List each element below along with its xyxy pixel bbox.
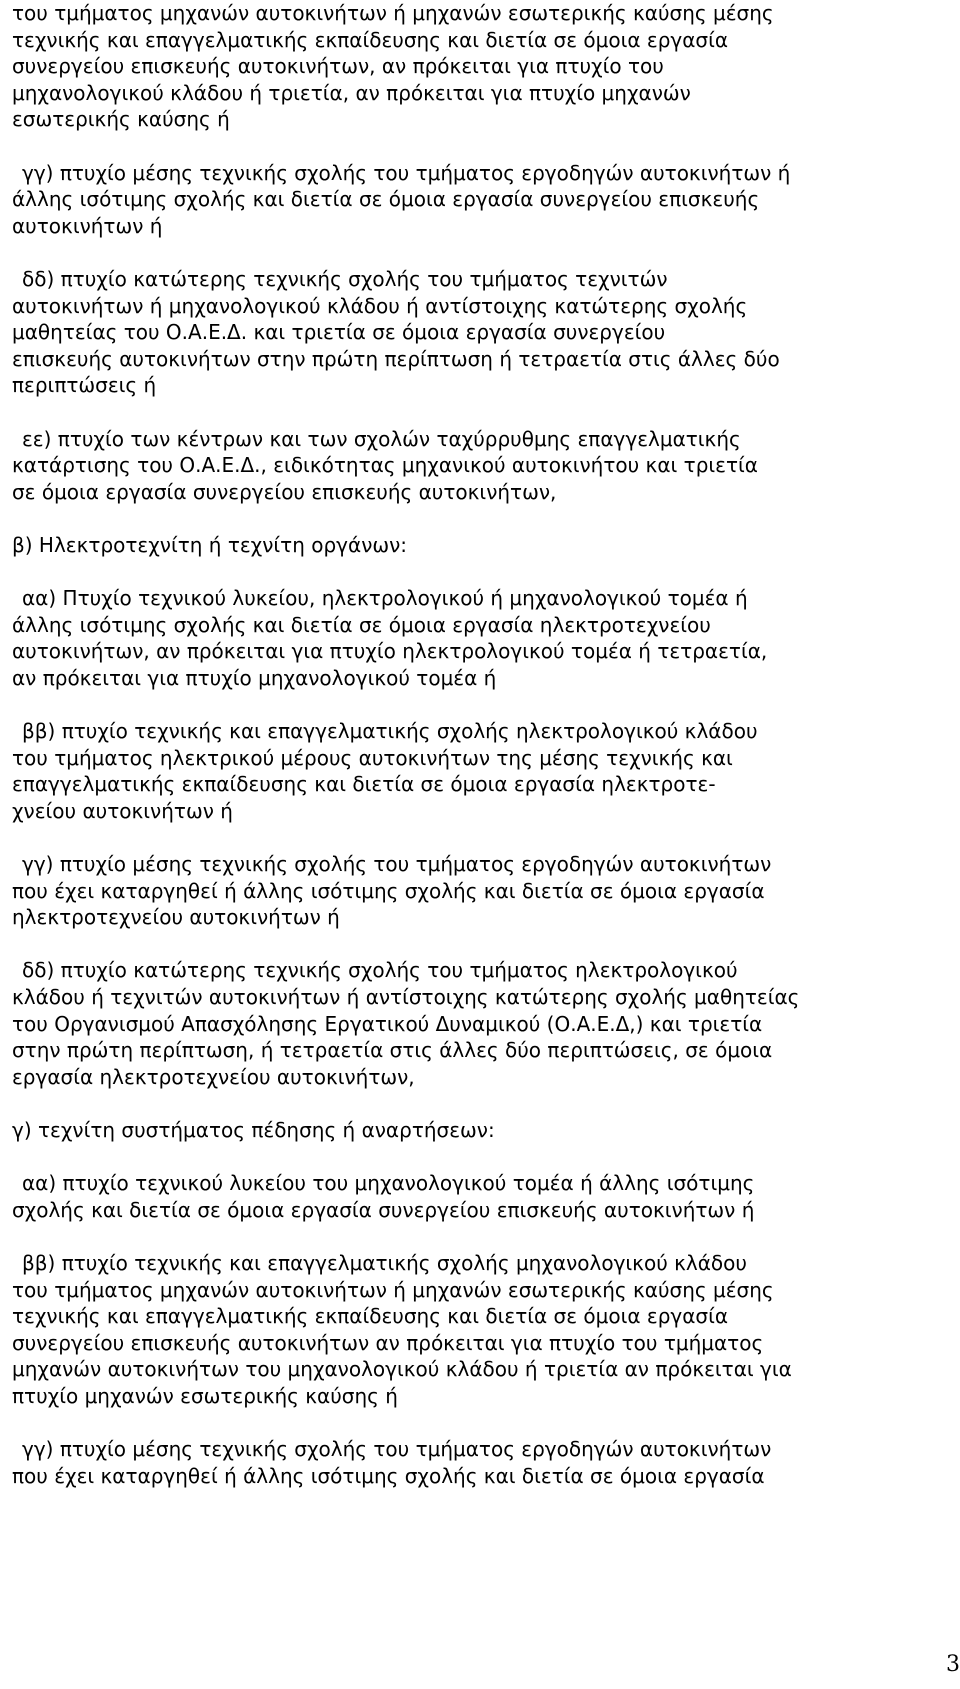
text-line: μαθητείας του Ο.Α.Ε.Δ. και τριετία σε όμοια εργασία συνεργείου xyxy=(12,320,666,345)
paragraph-gap xyxy=(0,505,900,532)
paragraph-gap xyxy=(0,399,900,426)
paragraph-gap xyxy=(0,1409,900,1436)
text-line: που έχει καταργηθεί ή άλλης ισότιμης σχολής και διετία σε όμοια εργασία xyxy=(12,878,765,903)
text-line: εργασία ηλεκτροτεχνείου αυτοκινήτων, xyxy=(12,1064,415,1089)
text-line: κατάρτισης του Ο.Α.Ε.Δ., ειδικότητας μηχανικού αυτοκινήτου και τριετία xyxy=(12,453,758,478)
paragraph-gap xyxy=(0,1144,900,1171)
paragraph xyxy=(0,266,900,399)
text-line: ββ) πτυχίο τεχνικής και επαγγελματικής σχολής μηχανολογικού κλάδου xyxy=(22,1250,747,1275)
paragraph xyxy=(0,160,900,240)
text-line: αυτοκινήτων, αν πρόκειται για πτυχίο ηλεκτρολογικού τομέα ή τετραετία, xyxy=(12,639,768,664)
text-line: επαγγελματικής εκπαίδευσης και διετία σε όμοια εργασία ηλεκτροτε- xyxy=(12,772,716,797)
text-line: σε όμοια εργασία συνεργείου επισκευής αυτοκινήτων, xyxy=(12,479,557,504)
text-line: τεχνικής και επαγγελματικής εκπαίδευσης και διετία σε όμοια εργασία xyxy=(12,27,729,52)
text-line: του τμήματος μηχανών αυτοκινήτων ή μηχανών εσωτερικής καύσης μέσης xyxy=(12,1277,774,1302)
text-line: δδ) πτυχίο κατώτερης τεχνικής σχολής του τμήματος ηλεκτρολογικού xyxy=(22,958,738,983)
paragraph xyxy=(0,1117,900,1144)
page-number: 3 xyxy=(946,1652,960,1677)
paragraph xyxy=(0,532,900,559)
text-line: πτυχίο μηχανών εσωτερικής καύσης ή xyxy=(12,1383,398,1408)
text-line: χνείου αυτοκινήτων ή xyxy=(12,798,233,823)
text-line: μηχανών αυτοκινήτων του μηχανολογικού κλάδου ή τριετία αν πρόκειται για xyxy=(12,1357,792,1382)
text-line: δδ) πτυχίο κατώτερης τεχνικής σχολής του τμήματος τεχνιτών xyxy=(22,266,668,291)
text-line: τεχνικής και επαγγελματικής εκπαίδευσης και διετία σε όμοια εργασία xyxy=(12,1304,729,1329)
paragraph-gap xyxy=(0,558,900,585)
text-line: του Οργανισμού Απασχόλησης Εργατικού Δυναμικού (Ο.Α.Ε.Δ,) και τριετία xyxy=(12,1011,763,1036)
text-line: σχολής και διετία σε όμοια εργασία συνεργείου επισκευής αυτοκινήτων ή xyxy=(12,1197,755,1222)
paragraph xyxy=(0,718,900,824)
text-line: που έχει καταργηθεί ή άλλης ισότιμης σχολής και διετία σε όμοια εργασία xyxy=(12,1463,765,1488)
text-line: άλλης ισότιμης σχολής και διετία σε όμοια εργασία συνεργείου επισκευής xyxy=(12,187,760,212)
paragraph xyxy=(0,851,900,931)
paragraph-gap xyxy=(0,824,900,851)
text-line: αν πρόκειται για πτυχίο μηχανολογικού τομέα ή xyxy=(12,665,497,690)
paragraph xyxy=(0,1170,900,1223)
text-line: επισκευής αυτοκινήτων στην πρώτη περίπτωση ή τετραετία στις άλλες δύο xyxy=(12,346,780,371)
text-line: ηλεκτροτεχνείου αυτοκινήτων ή xyxy=(12,905,340,930)
text-line: αυτοκινήτων ή xyxy=(12,213,163,238)
text-line: κλάδου ή τεχνιτών αυτοκινήτων ή αντίστοιχης κατώτερης σχολής μαθητείας xyxy=(12,984,800,1009)
text-line: περιπτώσεις ή xyxy=(12,373,157,398)
text-line: συνεργείου επισκευής αυτοκινήτων, αν πρόκειται για πτυχίο του xyxy=(12,54,664,79)
text-line: γγ) πτυχίο μέσης τεχνικής σχολής του τμήματος εργοδηγών αυτοκινήτων ή xyxy=(22,160,791,185)
text-line: εε) πτυχίο των κέντρων και των σχολών ταχύρρυθμης επαγγελματικής xyxy=(22,426,741,451)
paragraph-gap xyxy=(0,691,900,718)
text-line: γγ) πτυχίο μέσης τεχνικής σχολής του τμήματος εργοδηγών αυτοκινήτων xyxy=(22,1437,772,1462)
text-line: αα) πτυχίο τεχνικού λυκείου του μηχανολογικού τομέα ή άλλης ισότιμης xyxy=(22,1171,755,1196)
paragraph xyxy=(0,426,900,506)
paragraph xyxy=(0,1436,900,1489)
text-line: αυτοκινήτων ή μηχανολογικού κλάδου ή αντίστοιχης κατώτερης σχολής xyxy=(12,293,748,318)
paragraph xyxy=(0,1250,900,1410)
text-line: αα) Πτυχίο τεχνικού λυκείου, ηλεκτρολογικού ή μηχανολογικού τομέα ή xyxy=(22,586,748,611)
text-line: β) Ηλεκτροτεχνίτη ή τεχνίτη οργάνων: xyxy=(12,532,408,557)
paragraph-gap xyxy=(0,1223,900,1250)
paragraph xyxy=(0,957,900,1090)
text-line: στην πρώτη περίπτωση, ή τετραετία στις άλλες δύο περιπτώσεις, σε όμοια xyxy=(12,1038,773,1063)
text-line: γ) τεχνίτη συστήματος πέδησης ή αναρτήσεων: xyxy=(12,1117,495,1142)
text-line: γγ) πτυχίο μέσης τεχνικής σχολής του τμήματος εργοδηγών αυτοκινήτων xyxy=(22,852,772,876)
paragraph xyxy=(0,0,900,133)
text-line: του τμήματος ηλεκτρικού μέρους αυτοκινήτων της μέσης τεχνικής και xyxy=(12,745,733,770)
text-line: ββ) πτυχίο τεχνικής και επαγγελματικής σχολής ηλεκτρολογικού κλάδου xyxy=(22,719,758,744)
paragraph-gap xyxy=(0,1090,900,1117)
text-line: μηχανολογικού κλάδου ή τριετία, αν πρόκειται για πτυχίο μηχανών xyxy=(12,80,691,105)
paragraph xyxy=(0,585,900,691)
text-line: εσωτερικής καύσης ή xyxy=(12,107,230,132)
text-line: άλλης ισότιμης σχολής και διετία σε όμοια εργασία ηλεκτροτεχνείου xyxy=(12,612,711,637)
paragraph-gap xyxy=(0,133,900,160)
paragraph-gap xyxy=(0,239,900,266)
text-line: συνεργείου επισκευής αυτοκινήτων αν πρόκειται για πτυχίο του τμήματος xyxy=(12,1330,764,1355)
paragraph-gap xyxy=(0,931,900,958)
text-line: του τμήματος μηχανών αυτοκινήτων ή μηχανών εσωτερικής καύσης μέσης xyxy=(12,1,774,25)
